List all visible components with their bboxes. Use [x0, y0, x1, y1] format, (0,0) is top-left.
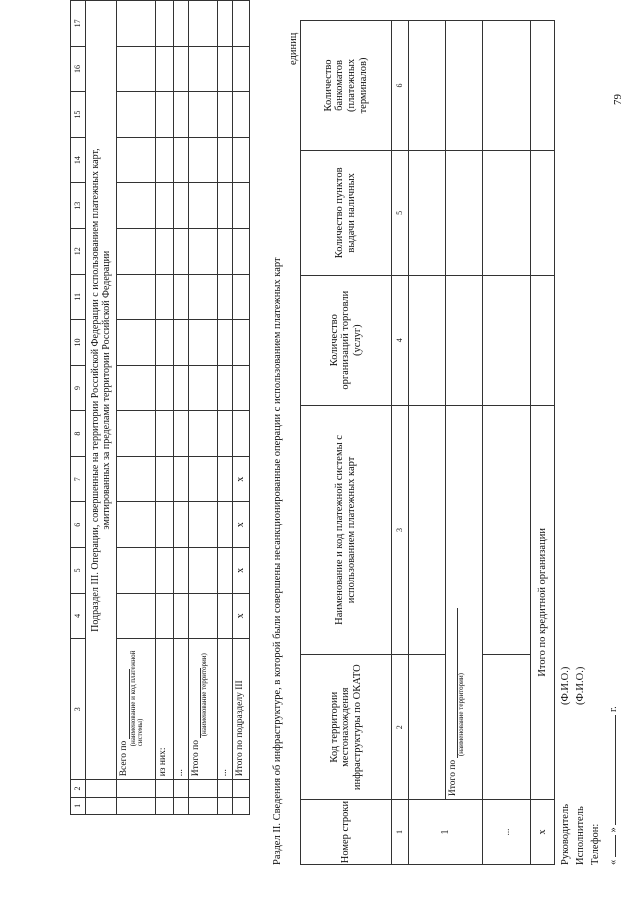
top-col-number: 15	[71, 92, 86, 138]
top-col-number: 9	[71, 365, 86, 411]
bottom-col-number: 2	[392, 655, 409, 800]
top-col-number: 12	[71, 229, 86, 275]
top-col-numbers-row	[71, 1, 86, 815]
head-fio: (Ф.И.О.)	[560, 666, 571, 705]
bottom-col-number: 6	[392, 21, 409, 151]
bottom-col-numbers-row	[392, 21, 409, 865]
top-col-number: 7	[71, 456, 86, 502]
header-atms: Количество банкоматов (платежных терминалов)	[301, 21, 392, 151]
x-mark: x	[232, 548, 249, 594]
subsection-total-label: Итого по подразделу III	[234, 680, 245, 777]
subsection-total-row	[232, 1, 249, 815]
top-col-number: 2	[71, 780, 86, 797]
head-label: Руководитель	[560, 804, 571, 865]
table-row	[445, 21, 482, 865]
header-row-number: Номер строки	[301, 800, 392, 865]
bottom-col-number: 3	[392, 405, 409, 655]
subtotal-by-label: Итого по	[190, 740, 201, 777]
total-by-hint: (наименование и код платежной системы)	[128, 650, 145, 747]
table-row	[217, 1, 232, 815]
top-col-number: 13	[71, 183, 86, 229]
exec-label: Исполнитель	[575, 806, 586, 865]
date-close-quote: »	[608, 827, 619, 833]
org-total-label: Итого по кредитной организации	[531, 405, 555, 799]
top-col-number: 16	[71, 46, 86, 92]
header-trade-orgs: Количество организаций торговли (услуг)	[301, 275, 392, 405]
bottom-col-number: 4	[392, 275, 409, 405]
subtotal-hint: (наименование территории)	[200, 653, 209, 737]
date-open-quote: «	[608, 859, 619, 865]
top-col-number: 4	[71, 593, 86, 639]
table-row	[188, 1, 217, 815]
subsection-header-line2: эмитированных за пределами территории Российской Федерации	[101, 250, 113, 530]
header-cash-points: Количество пунктов выдачи наличных	[301, 150, 392, 275]
bottom-header-row	[301, 21, 392, 865]
subsection-iii-table	[70, 0, 250, 815]
bottom-col-number: 1	[392, 800, 409, 865]
top-col-number: 10	[71, 320, 86, 366]
dots: ...	[174, 769, 185, 777]
top-col-number: 11	[71, 274, 86, 320]
top-col-number: 14	[71, 137, 86, 183]
header-payment-system: Наименование и код платежной системы с использованием платежных карт	[301, 405, 392, 655]
subtotal-by-label: Итого по	[447, 759, 458, 797]
subsection-header	[86, 1, 117, 780]
table-row	[117, 1, 156, 815]
section-ii-table	[300, 20, 555, 865]
exec-fio: (Ф.И.О.)	[575, 666, 586, 705]
top-col-number: 17	[71, 1, 86, 47]
dots: ...	[218, 769, 229, 777]
table-row	[483, 21, 531, 865]
section-title: Раздел II. Сведения об инфраструктуре, в которой были совершены несанкционированные операции с использованием платежных карт	[272, 257, 283, 865]
table-row	[173, 1, 188, 815]
subsection-header-line1: Подраздел III. Операции, совершенные на территории Российской Федерации с использованием платежных карт,	[90, 148, 102, 632]
date-year-suffix: г.	[608, 706, 619, 712]
dots: ...	[483, 800, 531, 865]
units-label: единиц	[288, 32, 299, 65]
top-col-number: 3	[71, 639, 86, 780]
top-header-row	[86, 1, 117, 815]
top-col-number: 6	[71, 502, 86, 548]
table-row	[408, 21, 445, 865]
top-col-number: 8	[71, 411, 86, 457]
subtotal-hint: (наименование территории)	[457, 673, 466, 757]
x-mark: x	[531, 800, 555, 865]
x-mark: x	[232, 456, 249, 502]
x-mark: x	[232, 593, 249, 639]
top-col-number: 1	[71, 797, 86, 814]
total-by-label: Всего по	[119, 740, 130, 777]
table-row	[156, 1, 173, 815]
phone-label: Телефон:	[590, 823, 601, 865]
top-col-number: 5	[71, 548, 86, 594]
bottom-col-number: 5	[392, 150, 409, 275]
of-them-label: из них:	[158, 747, 169, 777]
org-total-row	[531, 21, 555, 865]
row-number: 1	[408, 800, 482, 865]
x-mark: x	[232, 502, 249, 548]
page-number: 79	[612, 94, 624, 105]
date-line	[606, 706, 619, 865]
header-okato-code: Код территории местонахождения инфраструктуры по ОКАТО	[301, 655, 392, 800]
